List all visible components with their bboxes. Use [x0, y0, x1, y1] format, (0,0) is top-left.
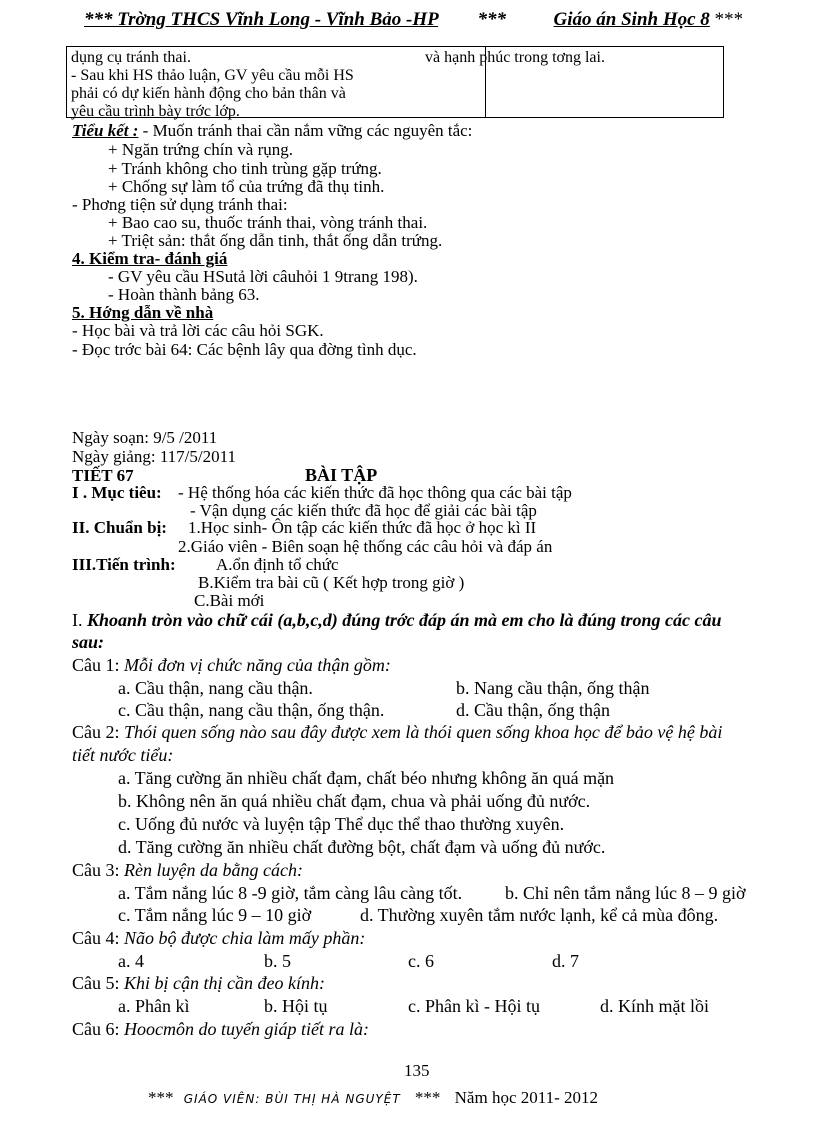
question-6 — [72, 1019, 369, 1040]
page-footer — [148, 1088, 598, 1108]
question-5 — [72, 973, 325, 994]
answer-option: a. Phân kì — [118, 996, 190, 1016]
exercise-heading — [72, 610, 722, 631]
page-header — [84, 9, 743, 31]
preparation-item: 2.Giáo viên - Biên soạn hệ thống các câu hỏi và đáp án — [178, 537, 553, 556]
summary-item: + Tránh không cho tinh trùng gặp trứng. — [108, 159, 382, 178]
summary-intro-text: - Muốn tránh thai cần nắm vững các nguyên tắc: — [142, 121, 473, 140]
header-subject: Giáo án Sinh Học 8 — [553, 9, 710, 30]
answer-option: a. Tăng cường ăn nhiều chất đạm, chất béo nhưng không ăn quá mặn — [118, 768, 615, 788]
answer-option: a. 4 — [118, 951, 144, 971]
procedure-label: III.Tiến trình: — [72, 555, 176, 574]
question-3 — [72, 860, 303, 881]
homework-heading: 5. Hớng dẫn về nhà — [72, 303, 214, 322]
answer-option: b. Không nên ăn quá nhiều chất đạm, chua và phải uống đủ nước. — [118, 791, 591, 811]
answer-option: b. Nang cầu thận, ống thận — [456, 678, 650, 698]
procedure-item: A.ổn định tổ chức — [216, 555, 339, 574]
question-text: Rèn luyện da bằng cách: — [124, 860, 303, 880]
summary-intro — [72, 121, 472, 141]
school-year: Năm học 2011- 2012 — [454, 1088, 599, 1107]
assessment-heading: 4. Kiểm tra- đánh giá — [72, 249, 228, 268]
header-separator: *** — [477, 9, 507, 30]
procedure-item: C.Bài mới — [194, 591, 265, 610]
answer-option: c. Tắm nắng lúc 9 – 10 giờ — [118, 905, 312, 925]
answer-option: a. Cầu thận, nang cầu thận. — [118, 678, 313, 698]
question-text: Khi bị cận thị cần đeo kính: — [124, 973, 325, 993]
footer-separator: *** — [414, 1088, 441, 1107]
header-end: *** — [714, 9, 744, 30]
summary-label: Tiểu kết : — [72, 121, 139, 140]
table-left-cell — [71, 49, 417, 121]
homework-item: - Học bài và trả lời các câu hỏi SGK. — [72, 321, 324, 340]
question-text: Não bộ được chia làm mấy phần: — [124, 928, 366, 948]
question-text: Thói quen sống nào sau đây được xem là thói quen sống khoa học để bảo vệ hệ bài — [124, 722, 723, 742]
table-line: dụng cụ tránh thai. — [71, 49, 191, 66]
lesson-title: BÀI TẬP — [305, 465, 378, 485]
question-text: Hoocmôn do tuyến giáp tiết ra là: — [124, 1019, 369, 1039]
answer-option: a. Tắm nắng lúc 8 -9 giờ, tắm càng lâu càng tốt. — [118, 883, 463, 903]
table-line: phải có dự kiến hành động cho bản thân và — [71, 85, 346, 102]
answer-option: d. Cầu thận, ống thận — [456, 700, 610, 720]
teacher-signature: GIÁO VIÊN: BÙI THỊ HÀ NGUYỆT — [183, 1092, 401, 1106]
table-right-cell: và hạnh phúc trong tơng lai. — [425, 49, 605, 66]
summary-item: + Ngăn trứng chín và rụng. — [108, 140, 293, 159]
answer-option: c. Phân kì - Hội tụ — [408, 996, 540, 1016]
objectives-label: I . Mục tiêu: — [72, 483, 162, 502]
school-name: *** Trờng THCS Vĩnh Long - Vĩnh Bảo -HP — [84, 9, 439, 30]
continuation-table — [66, 46, 724, 118]
answer-option: d. 7 — [552, 951, 579, 971]
answer-option: c. Cầu thận, nang cầu thận, ống thận. — [118, 700, 385, 720]
answer-option: d. Thường xuyên tắm nước lạnh, kể cả mùa đông. — [360, 905, 719, 925]
exercise-instruction: Khoanh tròn vào chữ cái (a,b,c,d) đúng trớc đáp án mà em cho là đúng trong các câu — [87, 610, 722, 630]
question-text-cont: tiết nước tiểu: — [72, 745, 174, 765]
question-label: Câu 6: — [72, 1019, 120, 1039]
lesson-number: TIẾT 67 — [72, 466, 134, 485]
prep-date: Ngày soạn: 9/5 /2011 — [72, 428, 218, 447]
question-label: Câu 3: — [72, 860, 120, 880]
assessment-item: - Hoàn thành bảng 63. — [108, 285, 260, 304]
table-line: yêu cầu trình bày trớc lớp. — [71, 103, 240, 120]
preparation-item: 1.Học sinh- Ôn tập các kiến thức đã học ở học kì II — [188, 518, 537, 537]
question-label: Câu 5: — [72, 973, 120, 993]
objective-item: - Hệ thống hóa các kiến thức đã học thông qua các bài tập — [178, 483, 572, 502]
teach-date: Ngày giảng: 117/5/2011 — [72, 447, 236, 466]
answer-option: b. 5 — [264, 951, 291, 971]
answer-option: c. Uống đủ nước và luyện tập Thể dục thể thao thường xuyên. — [118, 814, 565, 834]
question-label: Câu 1: — [72, 655, 120, 675]
answer-option: b. Chỉ nên tắm nắng lúc 8 – 9 giờ — [505, 883, 746, 903]
objective-item: - Vận dụng các kiến thức đã học để giải các bài tập — [190, 501, 537, 520]
assessment-item: - GV yêu cầu HSutả lời câuhỏi 1 9trang 198). — [108, 267, 418, 286]
question-2 — [72, 722, 722, 743]
preparation-label: II. Chuẩn bị: — [72, 518, 167, 537]
question-label: Câu 2: — [72, 722, 120, 742]
question-1 — [72, 655, 391, 676]
question-label: Câu 4: — [72, 928, 120, 948]
answer-option: b. Hội tụ — [264, 996, 328, 1016]
answer-option: c. 6 — [408, 951, 434, 971]
table-line: - Sau khi HS thảo luận, GV yêu cầu mỗi HS — [71, 67, 354, 84]
summary-item: + Chống sự làm tổ của trứng đã thụ tinh. — [108, 177, 385, 196]
footer-stars: *** — [148, 1088, 174, 1107]
page-number: 135 — [404, 1061, 430, 1080]
summary-item: + Bao cao su, thuốc tránh thai, vòng tránh thai. — [108, 213, 428, 232]
question-4 — [72, 928, 365, 949]
homework-item: - Đọc trớc bài 64: Các bệnh lây qua đờng tình dục. — [72, 340, 417, 359]
exercise-instruction-cont: sau: — [72, 632, 105, 652]
question-text: Mỗi đơn vị chức năng của thận gồm: — [124, 655, 391, 675]
procedure-item: B.Kiểm tra bài cũ ( Kết hợp trong giờ ) — [198, 573, 465, 592]
answer-option: d. Tăng cường ăn nhiều chất đường bột, chất đạm và uống đủ nước. — [118, 837, 606, 857]
answer-option: d. Kính mặt lồi — [600, 996, 709, 1016]
summary-item: + Triệt sản: thắt ống dẫn tinh, thắt ống dẫn trứng. — [108, 231, 443, 250]
exercise-prefix: I. — [72, 610, 83, 630]
contraception-means: - Phơng tiện sử dụng tránh thai: — [72, 195, 288, 214]
